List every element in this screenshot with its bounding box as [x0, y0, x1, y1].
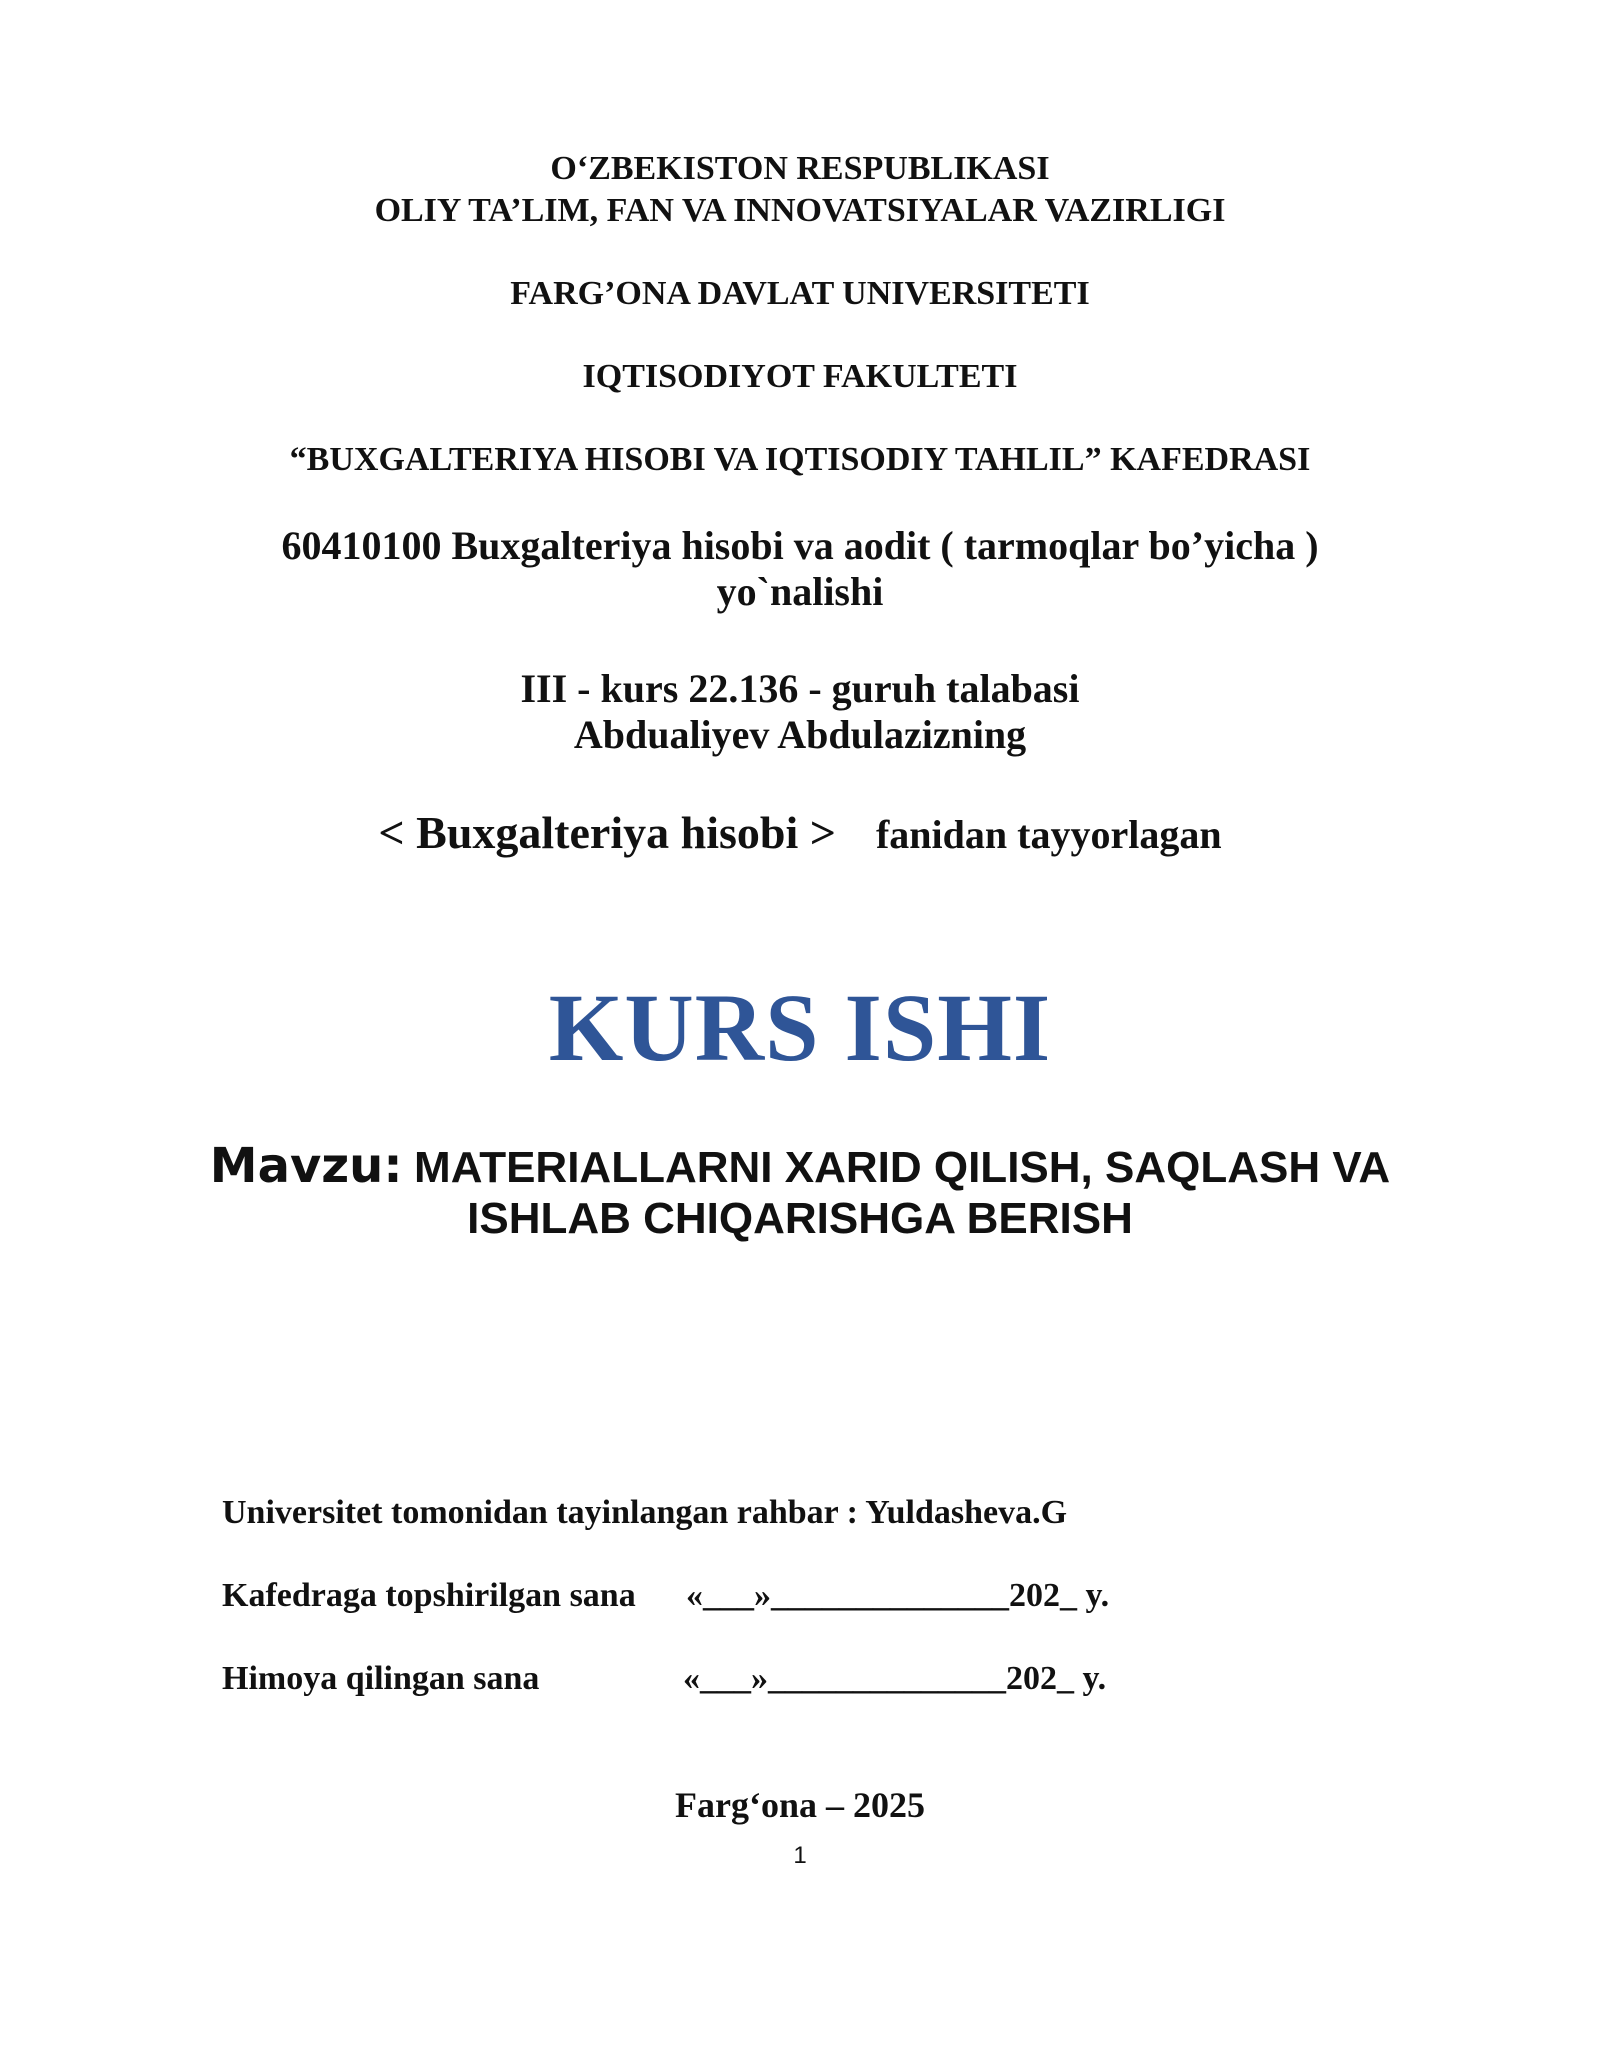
topic-title-line2: ISHLAB CHIQARISHGA BERISH — [467, 1194, 1133, 1243]
submitted-date-value: «___»______________202_ y. — [686, 1577, 1110, 1614]
defense-date-value: «___»______________202_ y. — [683, 1660, 1107, 1697]
topic-title-line1: MATERIALLARNI XARID QILISH, SAQLASH VA — [414, 1143, 1391, 1192]
document-title: KURS ISHI — [548, 974, 1052, 1081]
republic-heading: O‘ZBEKISTON RESPUBLIKASI — [550, 150, 1050, 187]
ministry-heading: OLIY TA’LIM, FAN VA INNOVATSIYALAR VAZIRLIGI — [374, 192, 1226, 229]
faculty-heading: IQTISODIYOT FAKULTETI — [582, 358, 1018, 395]
program-direction: yo`nalishi — [716, 569, 884, 614]
university-heading: FARG’ONA DAVLAT UNIVERSITETI — [510, 275, 1090, 312]
submitted-date-row — [222, 1577, 1110, 1615]
supervisor-line: Universitet tomonidan tayinlangan rahbar : Yuldasheva.G — [222, 1494, 1068, 1531]
subject-suffix: fanidan tayyorlagan — [875, 812, 1222, 857]
subject-line — [0, 806, 1600, 859]
program-line: 60410100 Buxgalteriya hisobi va aodit ( tarmoqlar bo’yicha ) — [281, 523, 1319, 568]
department-heading: “BUXGALTERIYA HISOBI VA IQTISODIY TAHLIL” KAFEDRASI — [289, 441, 1311, 478]
topic-line — [0, 1138, 1600, 1194]
defense-date-row — [222, 1660, 1107, 1698]
city-year: Farg‘ona – 2025 — [675, 1785, 925, 1825]
page-number: 1 — [793, 1842, 807, 1869]
student-course-group: III - kurs 22.136 - guruh talabasi — [520, 666, 1080, 711]
submitted-date-label: Kafedraga topshirilgan sana — [222, 1577, 636, 1614]
defense-date-label: Himoya qilingan sana — [222, 1660, 540, 1697]
topic-label: Mavzu: — [209, 1138, 403, 1194]
student-name: Abdualiyev Abdulazizning — [573, 712, 1027, 757]
subject-name: < Buxgalteriya hisobi > — [378, 807, 836, 858]
